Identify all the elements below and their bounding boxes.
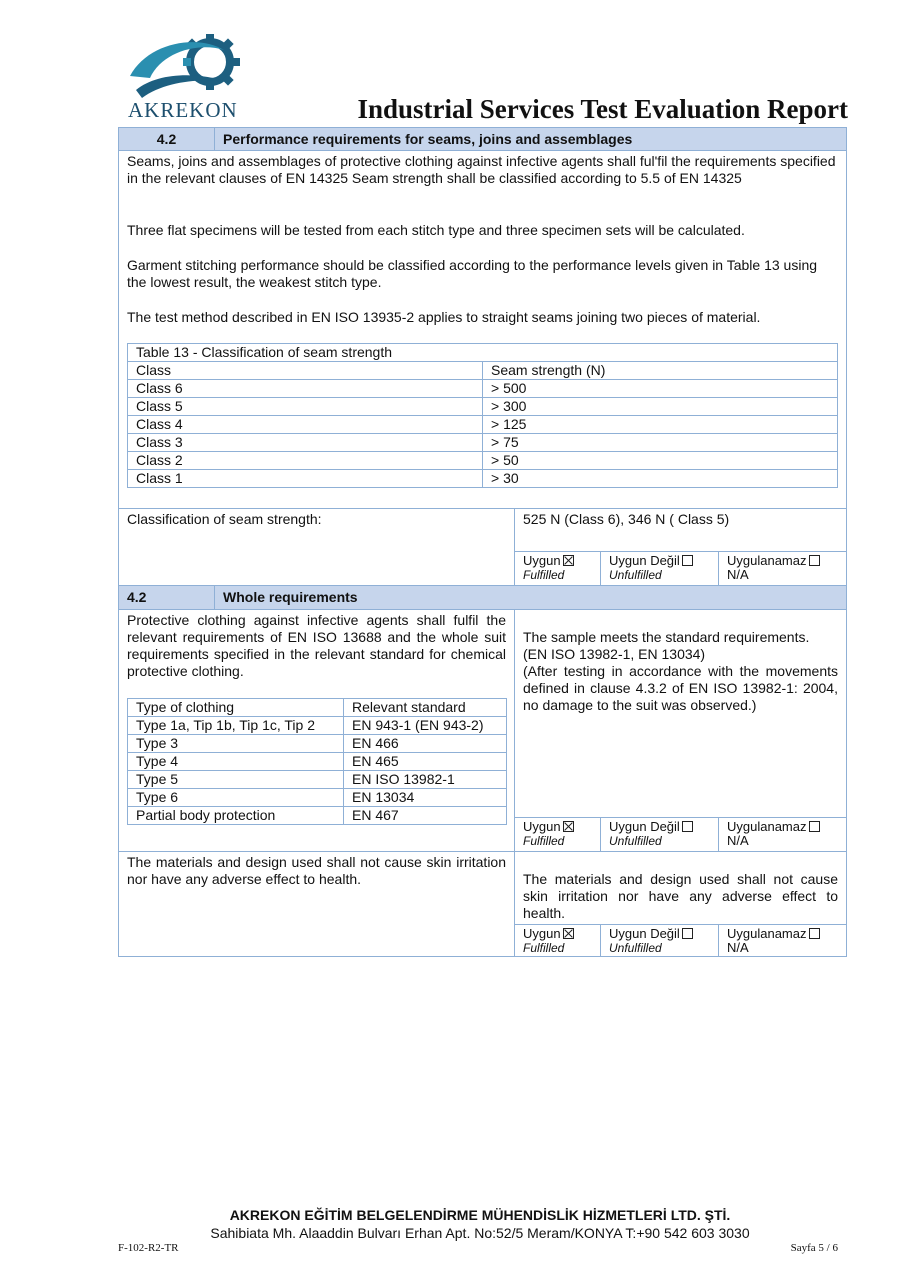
table-cell: Class 5 [128,398,483,416]
status-label: Uygun Değil [609,926,680,941]
table-cell: Class 1 [128,470,483,488]
result-cell [515,610,846,851]
table-cell: Type 5 [128,771,344,789]
company-logo [128,32,248,124]
status-label: Uygun [523,553,561,568]
table-header-row [128,699,507,717]
status-sublabel: Unfulfilled [609,568,662,582]
section-title: Performance requirements for seams, joins and assemblages [223,131,633,147]
page-footer [0,1206,900,1242]
table-header: Seam strength (N) [483,362,838,380]
table-cell: EN 13034 [344,789,507,807]
empty-box-icon [682,821,693,832]
status-label: Uygun Değil [609,819,680,834]
requirements-text: Protective clothing against infective agents shall fulfil the relevant requirements of EN ISO 13688 and the whole suit requirements specified in the relevant standard for chemical protective clothing. [127,612,506,679]
table-cell: Type 3 [128,735,344,753]
paragraph: Seams, joins and assemblages of protective clothing against infective agents shall ful'fil the requirements specified in the relevant clauses of EN 14325 Seam strength shall be classified according to 5.5 of EN 14325 [127,153,836,186]
status-na [719,552,846,585]
section-header [118,586,847,610]
table-cell: Type 1a, Tip 1b, Tip 1c, Tip 2 [128,717,344,735]
table-row [128,470,838,488]
status-label: Uygulanamaz [727,553,807,568]
section-title: Whole requirements [223,589,358,605]
status-sublabel: Fulfilled [523,834,565,848]
footer-company: AKREKON EĞİTİM BELGELENDİRME MÜHENDİSLİK HİZMETLERİ LTD. ŞTİ. [229,1207,731,1223]
checked-box-icon [563,555,574,566]
result-cell [515,852,846,956]
status-label: Uygun [523,819,561,834]
section-body [118,151,847,509]
checked-box-icon [563,821,574,832]
status-na [719,925,846,957]
status-unfulfilled [601,552,719,585]
table-cell: Class 4 [128,416,483,434]
status-unfulfilled [601,925,719,957]
status-unfulfilled [601,818,719,851]
table-row [128,380,838,398]
seam-strength-table [127,343,838,488]
table-row [128,398,838,416]
requirements-text: The materials and design used shall not cause skin irritation nor have any adverse effect to health. [119,852,515,956]
table-cell: Class 2 [128,452,483,470]
report-sheet [118,127,847,957]
result-row [118,509,847,586]
table-cell: > 50 [483,452,838,470]
status-sublabel: Unfulfilled [609,941,662,955]
paragraph: Garment stitching performance should be classified according to the performance levels given in Table 13 using the lowest result, the weakest stitch type. [127,257,818,290]
result-line: (EN ISO 13982-1, EN 13034) [523,646,706,662]
table-header: Class [128,362,483,380]
status-na [719,818,846,851]
status-sublabel: Fulfilled [523,568,565,582]
status-sublabel: N/A [727,833,749,848]
logo-text: AKREKON [128,98,238,122]
status-row [515,924,846,957]
status-label: Uygun [523,926,561,941]
table-cell: EN 465 [344,753,507,771]
table-row [128,452,838,470]
report-title: Industrial Services Test Evaluation Report [357,94,848,124]
document-number: F-102-R2-TR [118,1242,179,1254]
table-cell: EN ISO 13982-1 [344,771,507,789]
table-row [128,735,507,753]
table-cell: Type 4 [128,753,344,771]
requirements-cell [119,610,515,851]
status-row [515,551,846,585]
status-sublabel: Fulfilled [523,941,565,955]
empty-box-icon [809,555,820,566]
status-sublabel: N/A [727,940,749,955]
result-cell [515,509,846,585]
page-number: Sayfa 5 / 6 [790,1242,838,1254]
table-cell: Type 6 [128,789,344,807]
table-row [128,789,507,807]
result-text: The materials and design used shall not cause skin irritation nor have any adverse effect to health. [523,871,838,921]
empty-box-icon [682,555,693,566]
table-cell: Partial body protection [128,807,344,825]
status-row [515,817,846,851]
empty-box-icon [809,928,820,939]
table-cell: > 75 [483,434,838,452]
table-cell: EN 943-1 (EN 943-2) [344,717,507,735]
table-header: Relevant standard [344,699,507,717]
checked-box-icon [563,928,574,939]
table-row [128,753,507,771]
result-value: 525 N (Class 6), 346 N ( Class 5) [523,511,730,527]
table-header: Type of clothing [128,699,344,717]
result-line: (After testing in accordance with the movements defined in clause 4.3.2 of EN ISO 13982-1: 2004, no damage to the suit was observed.) [523,663,838,713]
table-cell: EN 467 [344,807,507,825]
clothing-type-table [127,698,507,825]
table-header-row [128,362,838,380]
gear-swoosh-icon [128,32,248,102]
result-line: The sample meets the standard requirements. [523,629,810,645]
table-caption: Table 13 - Classification of seam strength [128,344,838,362]
whole-requirements-row [118,610,847,852]
table-row [128,434,838,452]
section-header [118,127,847,151]
section-number: 4.2 [119,128,215,150]
status-sublabel: N/A [727,567,749,582]
result-text [515,610,846,817]
footer-address: Sahibiata Mh. Alaaddin Bulvarı Erhan Apt. No:52/5 Meram/KONYA T:+90 542 603 3030 [210,1225,750,1241]
status-sublabel: Unfulfilled [609,834,662,848]
empty-box-icon [809,821,820,832]
status-fulfilled [515,818,601,851]
paragraph: The test method described in EN ISO 13935-2 applies to straight seams joining two pieces of material. [127,309,761,325]
table-row [128,807,507,825]
table-cell: > 300 [483,398,838,416]
table-cell: > 30 [483,470,838,488]
section-number: 4.2 [119,586,215,609]
table-row [128,771,507,789]
table-cell: > 500 [483,380,838,398]
status-label: Uygun Değil [609,553,680,568]
table-row [128,416,838,434]
table-cell: > 125 [483,416,838,434]
status-fulfilled [515,552,601,585]
status-label: Uygulanamaz [727,819,807,834]
paragraph: Three flat specimens will be tested from each stitch type and three specimen sets will be calculated. [127,222,745,238]
health-requirements-row [118,852,847,957]
table-cell: Class 3 [128,434,483,452]
empty-box-icon [682,928,693,939]
table-row [128,717,507,735]
table-cell: Class 6 [128,380,483,398]
result-label: Classification of seam strength: [119,509,515,585]
status-label: Uygulanamaz [727,926,807,941]
table-cell: EN 466 [344,735,507,753]
status-fulfilled [515,925,601,957]
